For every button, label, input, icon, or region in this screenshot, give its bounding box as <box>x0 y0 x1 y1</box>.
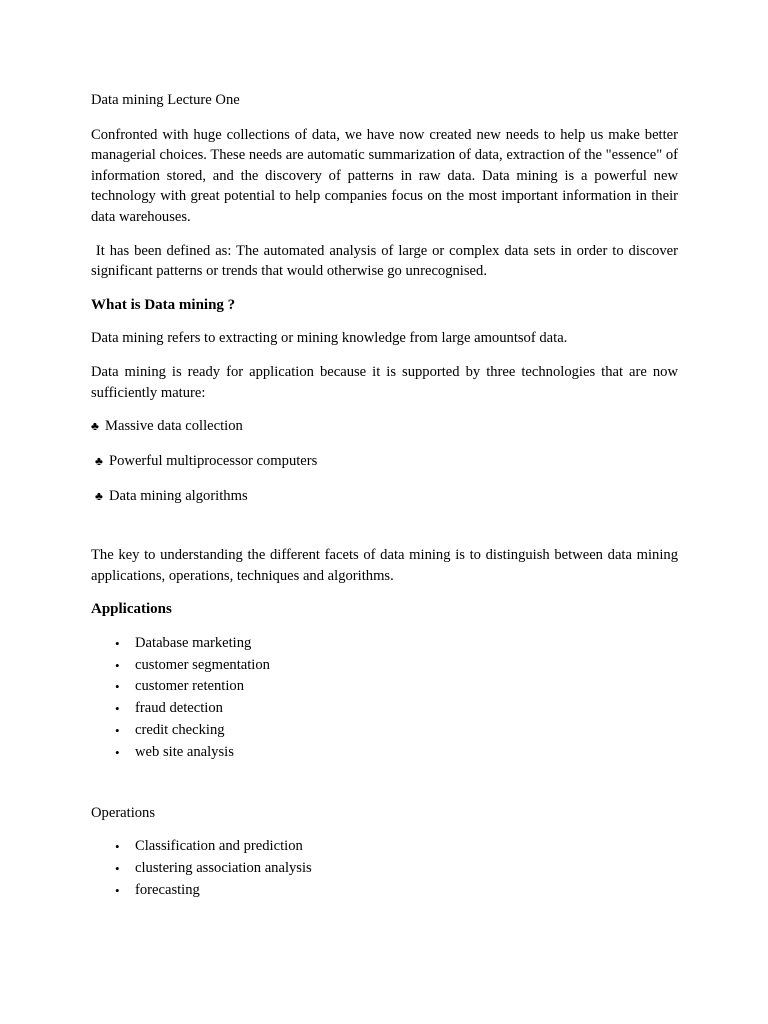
ready-paragraph: Data mining is ready for application because it is supported by three technologies that are now sufficiently mature: <box>91 363 678 401</box>
technology-item <box>91 416 678 437</box>
list-item-label: fraud detection <box>135 700 223 717</box>
list-item <box>91 858 678 880</box>
bullet-icon: • <box>115 839 120 855</box>
list-item-label: forecasting <box>135 881 200 898</box>
applications-list <box>91 633 678 764</box>
document-page <box>91 90 682 915</box>
technology-item-label: Data mining algorithms <box>109 488 248 505</box>
operations-list <box>91 836 678 901</box>
spacer <box>91 521 678 545</box>
list-item <box>91 880 678 902</box>
bullet-icon: • <box>115 679 120 695</box>
list-item-label: customer segmentation <box>135 656 270 673</box>
technology-item-label: Massive data collection <box>105 418 243 435</box>
technology-item <box>91 486 678 507</box>
list-item-label: credit checking <box>135 722 225 739</box>
list-item <box>91 655 678 677</box>
heading-operations: Operations <box>91 804 156 821</box>
list-item-label: Classification and prediction <box>135 838 303 855</box>
list-item-label: clustering association analysis <box>135 860 312 877</box>
list-item-label: Database marketing <box>135 634 252 651</box>
list-item <box>91 698 678 720</box>
spacer <box>91 777 678 803</box>
bullet-icon: • <box>115 635 120 651</box>
bullet-icon: • <box>115 701 120 717</box>
club-icon: ♣ <box>91 419 99 434</box>
technology-list <box>91 416 678 507</box>
refers-paragraph: Data mining refers to extracting or mining knowledge from large amountsof data. <box>91 330 568 347</box>
bullet-icon: • <box>115 657 120 673</box>
list-item <box>91 720 678 742</box>
bullet-icon: • <box>115 744 120 760</box>
list-item <box>91 836 678 858</box>
club-icon: ♣ <box>95 454 103 469</box>
club-icon: ♣ <box>95 489 103 504</box>
heading-applications: Applications <box>91 601 172 618</box>
document-title: Data mining Lecture One <box>91 92 240 108</box>
bullet-icon: • <box>115 882 120 898</box>
list-item-label: web site analysis <box>135 743 234 760</box>
definition-paragraph: It has been defined as: The automated analysis of large or complex data sets in order to discover significant patterns or trends that would otherwise go unrecognised. <box>91 242 682 280</box>
heading-what-is-data-mining: What is Data mining ? <box>91 296 236 313</box>
technology-item <box>91 451 678 472</box>
intro-paragraph: Confronted with huge collections of data, we have now created new needs to help us make better managerial choices. These needs are automatic summarization of data, extraction of the "essence" of information stored, and the discovery of patterns in raw data. Data mining is a powerful new technology with great potential to help companies focus on the most important information in their data warehouses. <box>91 126 678 225</box>
list-item-label: customer retention <box>135 678 245 695</box>
bullet-icon: • <box>115 723 120 739</box>
list-item <box>91 742 678 764</box>
technology-item-label: Powerful multiprocessor computers <box>109 453 318 470</box>
key-paragraph: The key to understanding the different facets of data mining is to distinguish between data mining applications, operations, techniques and algorithms. <box>91 547 678 584</box>
bullet-icon: • <box>115 861 120 877</box>
list-item <box>91 676 678 698</box>
list-item <box>91 633 678 655</box>
